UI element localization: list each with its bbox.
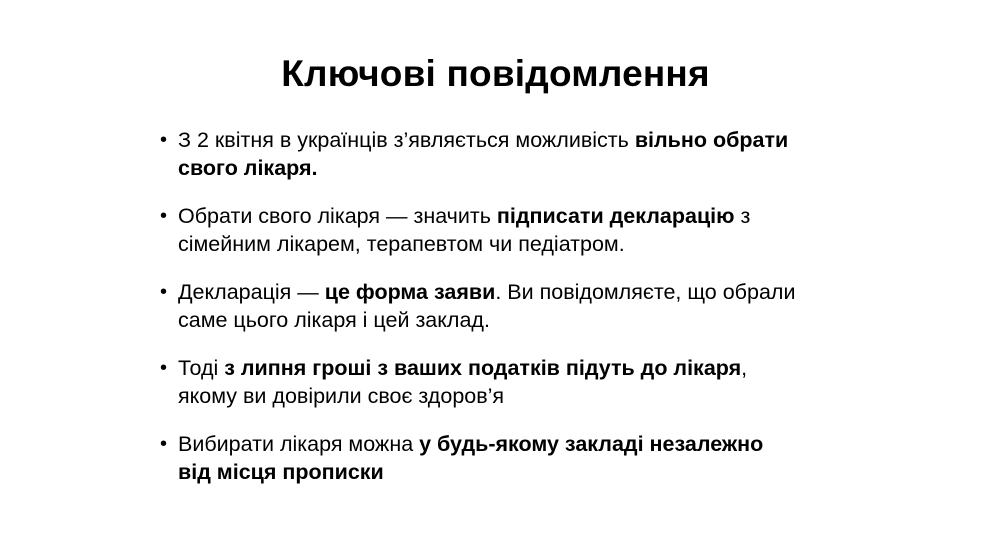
list-item <box>160 202 800 258</box>
bullet-icon: • <box>160 129 168 151</box>
item-text-part: Обрати свого лікаря — значить <box>178 204 497 228</box>
key-messages-list <box>160 126 800 506</box>
item-text-part: З 2 квітня в українців з’являється можливість <box>178 128 635 152</box>
item-text-2 <box>178 280 795 332</box>
item-text-part: . Ви повідомляєте, що обрали саме цього лікаря і цей заклад. <box>178 280 796 332</box>
item-text-part: Декларація — <box>178 280 325 304</box>
list-item <box>160 278 800 334</box>
item-text-emphasis: вільно обрати свого лікаря. <box>178 128 789 180</box>
item-text-part: з сімейним лікарем, терапевтом чи педіатром. <box>178 204 751 256</box>
item-text-3 <box>178 356 747 408</box>
slide-title: Ключові повідомлення <box>281 53 710 94</box>
item-text-emphasis: підписати декларацію <box>496 204 735 228</box>
item-text-0 <box>178 128 788 180</box>
bullet-icon: • <box>160 433 168 455</box>
bullet-icon: • <box>160 205 168 227</box>
item-text-part: Тоді <box>178 356 225 380</box>
bullet-icon: • <box>160 357 168 379</box>
item-text-4 <box>178 432 763 484</box>
item-text-emphasis: з липня гроші з ваших податків підуть до лікаря <box>224 356 742 380</box>
item-text-part: Вибирати лікаря можна <box>178 432 420 456</box>
list-item <box>160 430 800 486</box>
item-text-emphasis: у будь-якому закладі незалежно від місця прописки <box>178 432 764 484</box>
list-item <box>160 354 800 410</box>
item-text-1 <box>178 204 750 256</box>
bullet-icon: • <box>160 281 168 303</box>
item-text-emphasis: це форма заяви <box>324 280 496 304</box>
item-text-part: , якому ви довірили своє здоров’я <box>178 356 748 408</box>
list-item <box>160 126 800 182</box>
